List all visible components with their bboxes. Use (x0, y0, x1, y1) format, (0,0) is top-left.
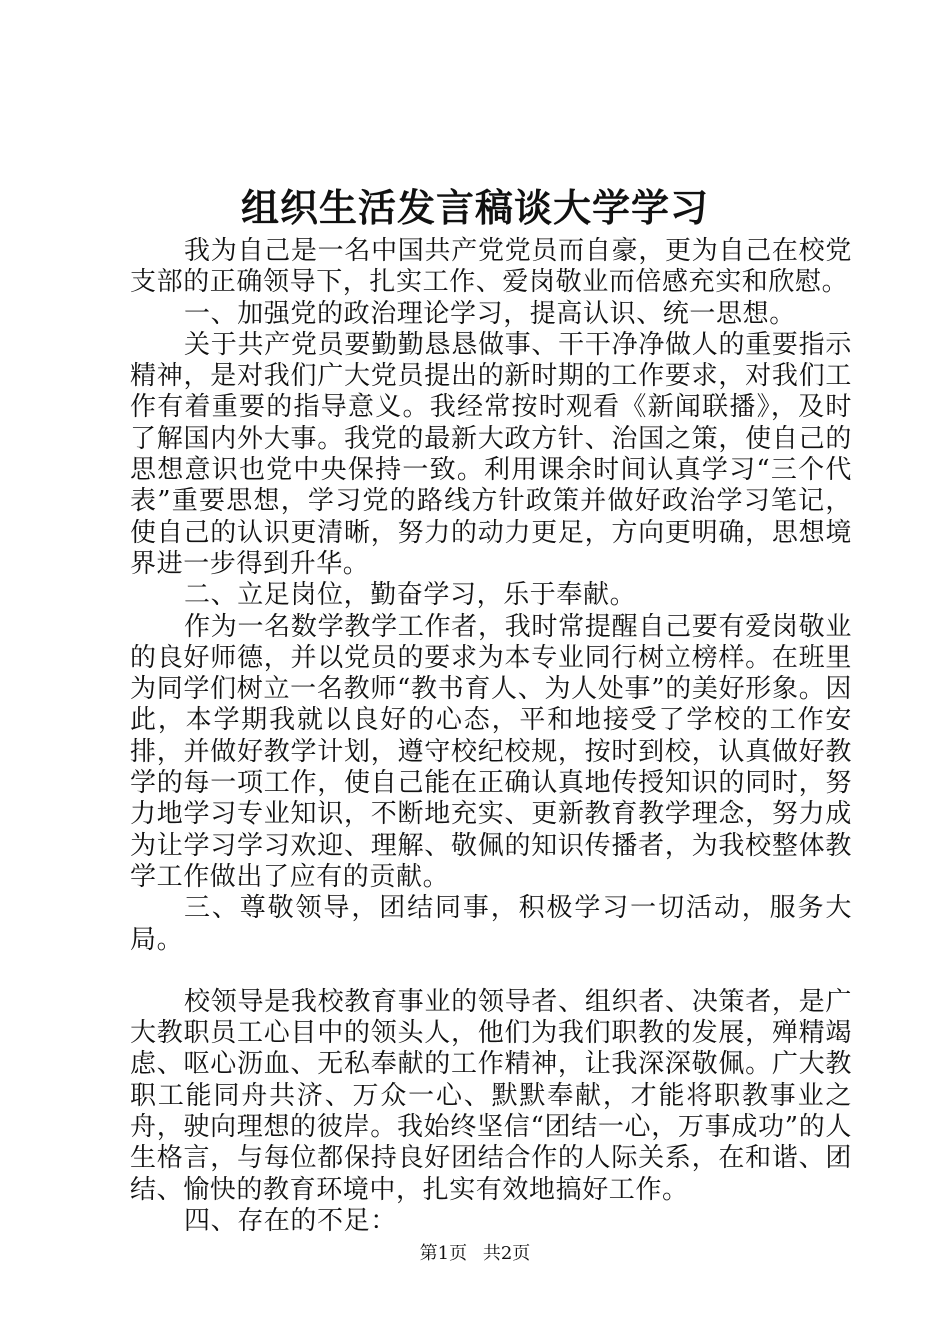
section-heading-1: 一、加强党的政治理论学习，提高认识、统一思想。 (184, 298, 796, 329)
page-number-total: 共2页 (482, 1243, 531, 1264)
section-heading-2: 二、立足岗位，勤奋学习，乐于奉献。 (184, 580, 637, 611)
document-body (130, 236, 852, 1237)
section-heading-4: 四、存在的不足： (184, 1205, 397, 1236)
paragraph-section-3: 校领导是我校教育事业的领导者、组织者、决策者，是广大教职员工心目中的领头人，他们为我们职教的发展，殚精竭虑、呕心沥血、无私奉献的工作精神，让我深深敬佩。广大教职工能同舟共济、万众一心、默默奉献，才能将职教事业之舟，驶向理想的彼岸。我始终坚信“团结一心，万事成功”的人生格言，与每位都保持良好团结合作的人际关系，在和谐、团结、愉快的教育环境中，扎实有效地搞好工作。 (130, 986, 852, 1205)
paragraph-section-1: 关于共产党员要勤勤恳恳做事、干干净净做人的重要指示精神，是对我们广大党员提出的新时期的工作要求，对我们工作有着重要的指导意义。我经常按时观看《新闻联播》，及时了解国内外大事。我党的最新大政方针、治国之策，使自己的思想意识也党中央保持一致。利用课余时间认真学习“三个代表”重要思想，学习党的路线方针政策并做好政治学习笔记，使自己的认识更清晰，努力的动力更足，方向更明确，思想境界进一步得到升华。 (130, 329, 852, 579)
page-number-current: 第1页 (419, 1243, 468, 1264)
paragraph-intro: 我为自己是一名中国共产党党员而自豪，更为自己在校党支部的正确领导下，扎实工作、爱岗敬业而倍感充实和欣慰。 (130, 236, 852, 298)
section-heading-3: 三、尊敬领导，团结同事，积极学习一切活动，服务大局。 (130, 893, 852, 955)
document-title: 组织生活发言稿谈大学学习 (240, 185, 709, 230)
paragraph-section-2: 作为一名数学教学工作者，我时常提醒自己要有爱岗敬业的良好师德，并以党员的要求为本专业同行树立榜样。在班里为同学们树立一名教师“教书育人、为人处事”的美好形象。因此，本学期我就以良好的心态，平和地接受了学校的工作安排，并做好教学计划，遵守校纪校规，按时到校，认真做好教学的每一项工作，使自己能在正确认真地传授知识的同时，努力地学习专业知识，不断地充实、更新教育教学理念，努力成为让学习学习欢迎、理解、敬佩的知识传播者，为我校整体教学工作做出了应有的贡献。 (130, 611, 852, 892)
page-footer (0, 1240, 950, 1268)
